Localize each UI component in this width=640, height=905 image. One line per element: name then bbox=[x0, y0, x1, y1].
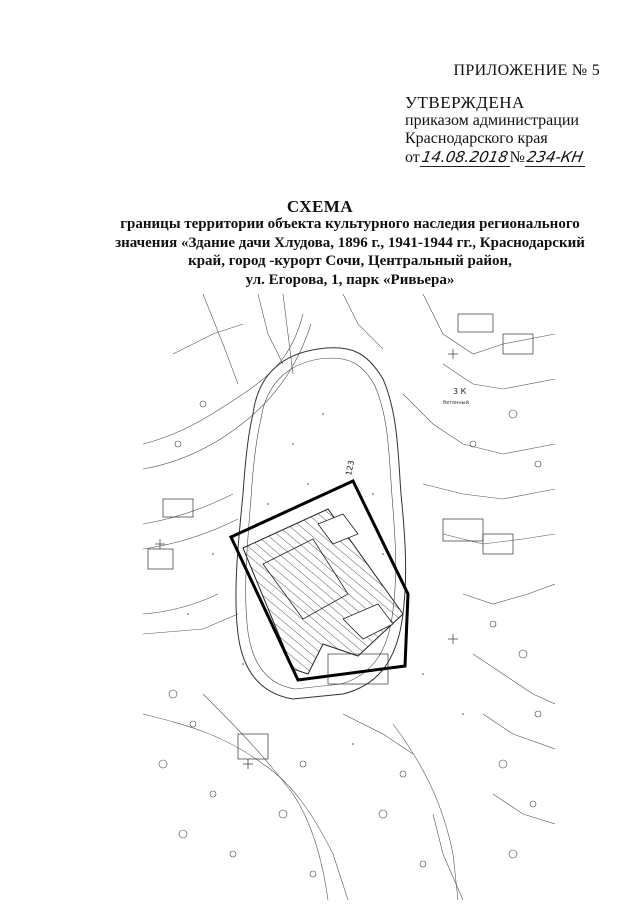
document-subtitle bbox=[100, 215, 600, 289]
approval-block bbox=[405, 94, 585, 167]
subtitle-line-2: значения «Здание дачи Хлудова, 1896 г., 1941-1944 гг., Краснодарский bbox=[115, 234, 585, 251]
subtitle-line-4: ул. Егорова, 1, парк «Ривьера» bbox=[245, 271, 455, 288]
approval-date-row bbox=[405, 148, 585, 167]
approval-line-1: приказом администрации bbox=[405, 112, 579, 129]
subtitle-line-3: край, город -курорт Сочи, Центральный район, bbox=[188, 253, 512, 269]
zone-caption: бетонный bbox=[443, 400, 469, 406]
handwritten-date: 14.08.2018 bbox=[420, 148, 510, 166]
document-title: СХЕМА bbox=[286, 197, 354, 216]
approval-title: УТВЕРЖДЕНА bbox=[405, 93, 525, 112]
date-prefix: от bbox=[405, 149, 420, 166]
cadastral-map bbox=[143, 294, 555, 900]
subtitle-line-1: границы территории объекта культурного наследия регионального bbox=[120, 216, 580, 232]
approval-line-2: Краснодарского края bbox=[405, 130, 548, 147]
boundary-label: 123 bbox=[344, 459, 357, 477]
appendix-number: ПРИЛОЖЕНИЕ № 5 bbox=[453, 62, 600, 79]
zone-label: 3 К bbox=[453, 387, 467, 396]
handwritten-number: 234-КН bbox=[525, 148, 585, 166]
map-drawing bbox=[143, 294, 555, 900]
number-sign: № bbox=[509, 149, 525, 166]
